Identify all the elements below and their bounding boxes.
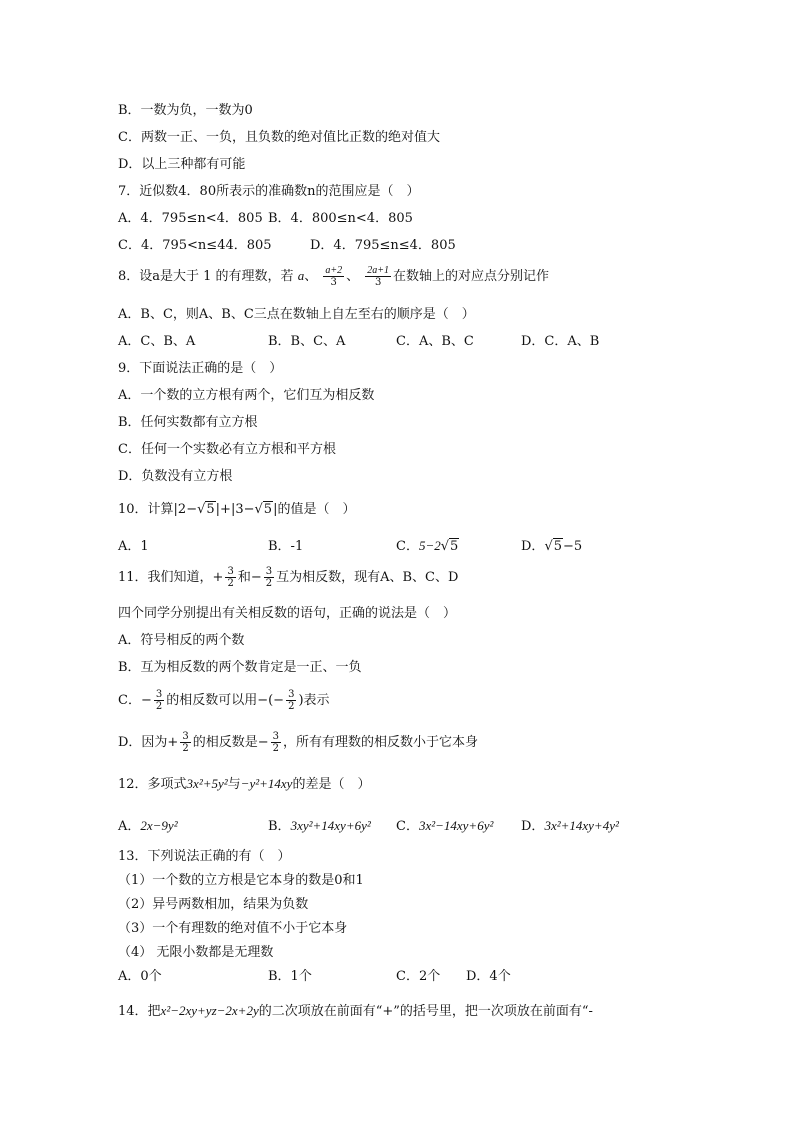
q11-optd-frac2-num: 3 [272,731,279,742]
q11-option-c-post: )表示 [298,693,330,708]
sqrt-icon: √5 [440,539,459,554]
q8-stem-2: A．B、C，则A、B、C三点在数轴上自左至右的顺序是（ ） [118,307,475,322]
q8-fraction-1 [323,265,344,288]
q10-option-c-expr: 5−2 [418,538,441,553]
q8-sep: 、 [304,269,318,284]
q11-option-d-mid: 的相反数是− [192,735,269,750]
q8-option-d: D．C．A、B [521,334,600,349]
q6-option-b: B．一数为负，一数为0 [118,103,253,118]
q10-option-a: A．1 [118,539,149,554]
q7-option-d: D．4．795≤n≤4．805 [310,238,456,253]
q6-option-c: C．两数一正、一负，且负数的绝对值比正数的绝对值大 [118,130,440,145]
q13-option-b: B．1个 [268,969,312,984]
q12-option-a-label: A． [118,819,141,834]
q13-option-a: A．0个 [118,969,162,984]
q11-stem-mid: 和− [237,570,262,585]
q9-option-d: D．负数没有立方根 [118,469,233,484]
q11-fraction-1 [225,566,235,589]
q11-optc-frac2-den: 2 [288,701,295,712]
q12-poly-2: −y²+14xy [240,776,293,791]
q9-stem: 9．下面说法正确的是（ ） [118,361,283,376]
q11-option-d-post: ，所有有理数的相反数小于它本身 [282,735,478,750]
q12-stem [118,776,370,793]
q14-poly: x²−2xy+yz−2x+2y [160,1003,259,1018]
q12-option-d-expr: 3x²+14xy+4y² [544,818,619,833]
q8-option-a: A．C、B、A [118,334,196,349]
q11-stem [118,565,458,591]
q11-frac1-den: 2 [227,578,234,589]
q13-item-1: （1）一个数的立方根是它本身的数是0和1 [118,873,364,888]
q12-option-c-expr: 3x²−14xy+6y² [418,818,494,833]
q11-option-c-mid: 的相反数可以用−(− [166,693,285,708]
q10-stem-pre: 10．计算 [118,502,174,517]
q8-option-c: C．A、B、C [396,334,474,349]
q11-stem-2: 四个同学分别提出有关相反数的语句，正确的说法是（ ） [118,606,457,621]
q13-item-4: （4） 无限小数都是无理数 [118,945,274,960]
q10-stem-post: 的值是（ ） [277,502,356,517]
q10-radicand-2: 5 [263,502,273,517]
q8-frac1-den: 3 [330,277,337,288]
q9-option-a: A．一个数的立方根有两个，它们互为相反数 [118,388,375,403]
q11-stem-pre: 11．我们知道，+ [118,570,224,585]
q10-option-d-radicand: 5 [553,539,563,554]
q8-sep-2: 、 [346,269,360,284]
q13-options [118,969,511,985]
q12-option-d [521,819,619,834]
q12-stem-post: 的差是（ ） [292,777,371,792]
q13-option-d: D．4个 [466,969,511,984]
q13-item-3: （3）一个有理数的绝对值不小于它本身 [118,921,348,936]
q6-option-d: D．以上三种都有可能 [118,157,246,172]
q12-options [118,818,619,835]
q12-poly-1: 3x²+5y² [186,776,228,791]
q12-option-b-expr: 3xy²+14xy+6y² [290,818,371,833]
q12-stem-mid: 与 [227,777,241,792]
q11-option-c-pre: C．− [118,693,152,708]
q7-options-row2 [118,238,456,254]
q8-fraction-2 [365,265,391,288]
q7-stem: 7．近似数4．80所表示的准确数n的范围应是（ ） [118,184,420,199]
q12-option-b-label: B． [268,819,291,834]
q11-frac2-den: 2 [265,578,273,589]
q9-option-b: B．任何实数都有立方根 [118,415,258,430]
q10-stem [118,502,355,518]
q14-stem [118,1003,593,1020]
q11-optc-frac1-den: 2 [155,701,163,712]
q11-optc-frac2-num: 3 [288,689,295,700]
q11-optd-frac2-den: 2 [272,743,279,754]
q8-frac2-den: 3 [374,277,382,288]
q12-option-c [396,818,521,835]
q8-options [118,334,599,350]
q12-stem-pre: 12．多项式 [118,777,187,792]
q10-options [118,538,582,555]
q10-radicand-1: 5 [206,502,215,517]
sqrt-icon: √5 [197,502,215,517]
q10-expr-b: |+|3− [215,502,255,517]
q8-stem-post: 在数轴上的对应点分别记作 [393,269,550,284]
q12-option-a-expr: 2x−9y² [140,818,178,833]
q13-item-2: （2）异号两数相加，结果为负数 [118,897,309,912]
q10-option-c-label: C． [396,539,419,554]
q11-frac2-num: 3 [265,566,273,577]
q10-option-b: B．-1 [268,539,304,554]
q12-option-a [118,818,268,835]
q10-option-d-label: D． [521,539,545,554]
q9-option-c: C．任何一个实数必有立方根和平方根 [118,442,336,457]
q7-option-c: C．4．795<n≤44．805 [118,238,272,253]
q7-option-a: A．4．795≤n<4．805 [118,211,263,226]
q8-frac1-num: a+2 [325,265,343,276]
q11-frac1-num: 3 [227,566,234,577]
q12-option-d-label: D． [521,819,545,834]
q10-option-d [521,539,582,554]
q11-option-d-pre: D．因为+ [118,735,179,750]
q7-options-row1 [118,211,413,227]
q11-option-d-fraction-2 [271,731,281,754]
q11-option-a: A．符号相反的两个数 [118,633,245,648]
sqrt-icon: √5 [254,502,273,517]
q8-stem-pre: 8．设a是大于 1 的有理数，若 [118,269,294,284]
q11-option-c [118,688,330,714]
q11-option-c-fraction-2 [286,689,296,712]
sqrt-icon: √5 [544,539,563,554]
q14-stem-post: 的二次项放在前面有“+”的括号里，把一次项放在前面有“- [258,1004,593,1019]
q7-option-b: B．4．800≤n<4．805 [268,211,413,226]
q8-frac2-num: 2a+1 [367,265,390,276]
q10-expr-c: | [273,502,278,517]
q11-stem-post: 互为相反数，现有A、B、C、D [276,570,459,585]
q11-option-b: B．互为相反数的两个数肯定是一正、一负 [118,660,362,675]
q10-option-d-post: −5 [563,539,583,554]
q8-var-a: a [297,268,305,283]
q10-option-c-radicand: 5 [450,539,459,554]
q10-expr-a: |2− [173,502,198,517]
q11-option-d [118,730,478,756]
q11-fraction-2 [264,566,274,589]
q13-stem: 13．下列说法正确的有（ ） [118,849,291,864]
q10-option-c [396,538,521,555]
q8-stem [118,263,549,290]
q11-option-d-fraction-1 [180,731,190,754]
q11-option-c-fraction-1 [154,689,164,712]
q11-optc-frac1-num: 3 [155,689,163,700]
q11-optd-frac1-num: 3 [182,731,189,742]
q12-option-c-label: C． [396,819,419,834]
q14-stem-pre: 14．把 [118,1004,161,1019]
q8-option-b: B．B、C、A [268,334,346,349]
q12-option-b [268,818,396,835]
q13-option-c: C．2个 [396,969,441,984]
q11-optd-frac1-den: 2 [182,743,189,754]
